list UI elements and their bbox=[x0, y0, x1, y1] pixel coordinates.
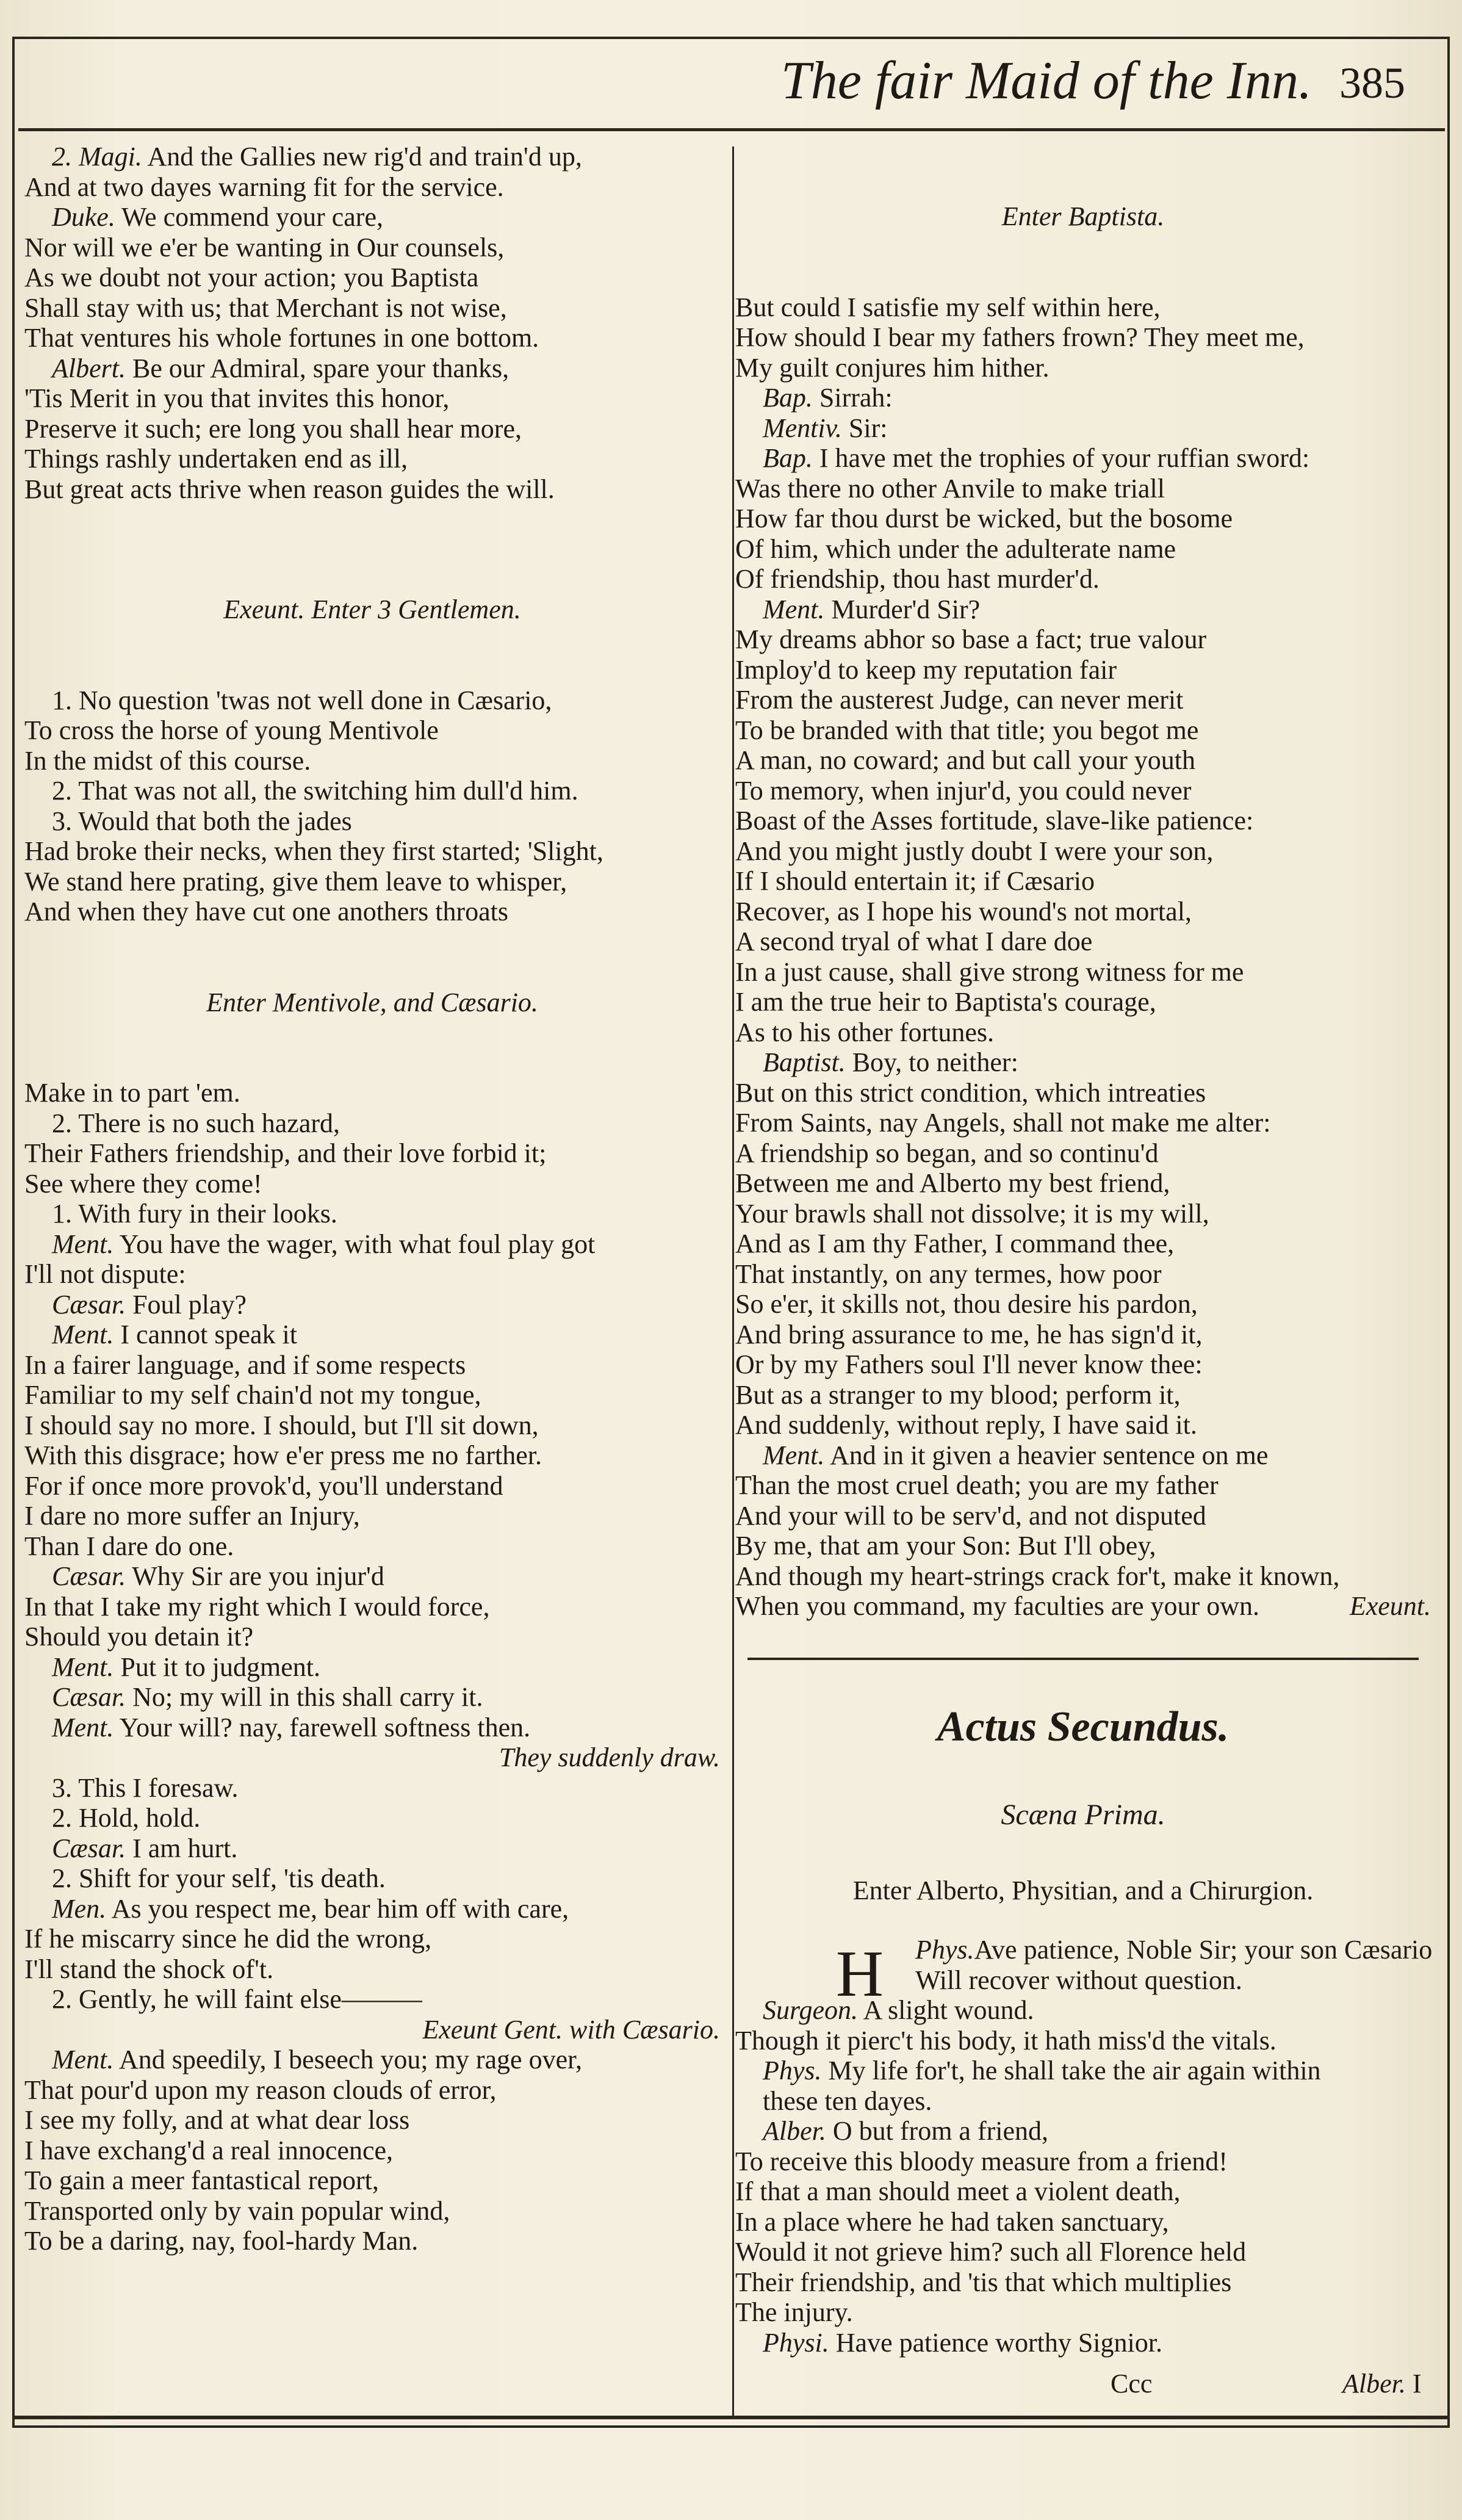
line-text: From the austerest Judge, can never merit bbox=[735, 685, 1184, 715]
verse-line bbox=[24, 1954, 720, 1985]
verse-line bbox=[24, 1501, 720, 1531]
line-gap bbox=[24, 504, 720, 594]
verse-line bbox=[735, 715, 1431, 746]
act-stage-direction: Enter Alberto, Physitian, and a Chirurgion. bbox=[852, 1876, 1314, 1905]
stage-direction: They suddenly draw. bbox=[499, 1742, 720, 1772]
line-text: In that I take my right which I would force, bbox=[24, 1591, 490, 1622]
line-text: Than the most cruel death; you are my father bbox=[735, 1470, 1219, 1500]
line-text: In a just cause, shall give strong witness for me bbox=[735, 956, 1244, 987]
line-text: 2. That was not all, the switching him dull'd him. bbox=[52, 776, 578, 806]
line-text: I have exchang'd a real innocence, bbox=[24, 2135, 394, 2165]
act-title: Actus Secundus. bbox=[937, 1703, 1230, 1750]
verse-line bbox=[24, 1622, 720, 1652]
verse-line bbox=[735, 926, 1431, 957]
speaker-label: Ment. bbox=[52, 1320, 114, 1349]
line-text: And in it given a heavier sentence on me bbox=[824, 1440, 1269, 1470]
verse-line bbox=[735, 1965, 1431, 1996]
verse-line bbox=[735, 474, 1431, 504]
line-text: 1. No question 'twas not well done in Cæsario, bbox=[52, 685, 552, 715]
line-text: That ventures his whole fortunes in one bottom. bbox=[24, 323, 539, 353]
line-text: 2. There is no such hazard, bbox=[52, 1108, 340, 1138]
verse-line bbox=[24, 2196, 720, 2226]
line-text: Nor will we e'er be wanting in Our counsels, bbox=[24, 232, 505, 262]
line-text: If I should entertain it; if Cæsario bbox=[735, 866, 1095, 896]
line-text: To memory, when injur'd, you could never bbox=[735, 775, 1192, 806]
speaker-label: Mentiv. bbox=[763, 413, 842, 443]
verse-line bbox=[24, 172, 720, 203]
verse-line bbox=[735, 2207, 1431, 2237]
line-text: By me, that am your Son: But I'll obey, bbox=[735, 1531, 1156, 1561]
verse-line bbox=[735, 594, 1431, 625]
line-text: I am the true heir to Baptista's courage, bbox=[735, 987, 1156, 1017]
verse-line bbox=[24, 1561, 720, 1592]
line-text: My dreams abhor so base a fact; true valour bbox=[735, 624, 1207, 654]
verse-line bbox=[735, 685, 1431, 715]
verse-line bbox=[24, 1259, 720, 1290]
verse-line bbox=[735, 2056, 1431, 2086]
verse-line bbox=[735, 806, 1431, 836]
verse-line bbox=[24, 776, 720, 806]
verse-line bbox=[735, 1501, 1431, 1531]
verse-line bbox=[735, 2297, 1431, 2328]
verse-line bbox=[24, 444, 720, 474]
speaker-label: Cæsar. bbox=[52, 1833, 126, 1863]
speaker-label: Phys. bbox=[763, 2056, 822, 2085]
verse-line bbox=[24, 1078, 720, 1108]
verse-line bbox=[735, 2146, 1431, 2177]
line-text: I see my folly, and at what dear loss bbox=[24, 2105, 410, 2135]
stage-direction: Exeunt Gent. with Cæsario. bbox=[422, 2014, 720, 2045]
line-text: Was there no other Anvile to make triall bbox=[735, 473, 1165, 504]
speaker-label: Albert. bbox=[52, 353, 126, 383]
verse-line bbox=[24, 836, 720, 867]
line-text: In a place where he had taken sanctuary, bbox=[735, 2206, 1169, 2237]
speaker-label: Ment. bbox=[763, 1440, 825, 1470]
line-text: Between me and Alberto my best friend, bbox=[735, 1168, 1170, 1198]
line-text: We commend your care, bbox=[115, 202, 383, 232]
page-number: 385 bbox=[1339, 59, 1405, 107]
line-text: I cannot speak it bbox=[113, 1320, 297, 1349]
verse-line bbox=[735, 1561, 1431, 1592]
line-text: A man, no coward; and but call your youth bbox=[735, 745, 1195, 775]
line-text: But on this strict condition, which intreaties bbox=[735, 1077, 1206, 1108]
verse-line bbox=[24, 1863, 720, 1894]
speaker-label: Bap. bbox=[763, 383, 813, 413]
line-text: A friendship so began, and so continu'd bbox=[735, 1138, 1159, 1168]
verse-line bbox=[24, 1108, 720, 1139]
line-gap bbox=[735, 232, 1431, 292]
line-text: How should I bear my fathers frown? They meet me, bbox=[735, 322, 1305, 352]
verse-line bbox=[735, 745, 1431, 776]
verse-line bbox=[24, 323, 720, 353]
verse-line bbox=[24, 1138, 720, 1169]
line-text: And as I am thy Father, I command thee, bbox=[735, 1229, 1175, 1258]
verse-line bbox=[24, 1169, 720, 1199]
verse-line bbox=[735, 1380, 1431, 1410]
act-divider-rule bbox=[747, 1658, 1419, 1660]
speaker-label: Bap. bbox=[763, 443, 813, 473]
line-text: In the midst of this course. bbox=[24, 745, 311, 776]
line-gap bbox=[24, 625, 720, 685]
line-text: As we doubt not your action; you Baptista bbox=[24, 262, 479, 292]
verse-line bbox=[24, 1652, 720, 1683]
verse-line bbox=[24, 1894, 720, 1924]
verse-line bbox=[735, 2026, 1431, 2056]
line-text: Foul play? bbox=[126, 1289, 247, 1320]
line-text: I have met the trophies of your ruffian sword: bbox=[812, 443, 1310, 473]
line-text: Why Sir are you injur'd bbox=[126, 1561, 384, 1591]
stage-direction: Enter Mentivole, and Cæsario. bbox=[206, 987, 538, 1017]
verse-line bbox=[735, 534, 1431, 565]
line-text: Have patience worthy Signior. bbox=[829, 2327, 1162, 2358]
speaker-label: Surgeon. bbox=[763, 1995, 859, 2025]
line-text: And when they have cut one anothers throats bbox=[24, 897, 508, 926]
verse-line bbox=[735, 564, 1431, 594]
line-text: I'll stand the shock of't. bbox=[24, 1954, 274, 1984]
line-text: In a fairer language, and if some respects bbox=[24, 1349, 466, 1380]
header-rule bbox=[18, 128, 1445, 131]
line-text: Recover, as I hope his wound's not mortal, bbox=[735, 896, 1192, 926]
verse-line bbox=[24, 474, 720, 505]
line-text: And speedily, I beseech you; my rage over, bbox=[113, 2045, 582, 2074]
verse-line bbox=[24, 1713, 720, 1743]
line-gap bbox=[24, 927, 720, 987]
speaker-label: Ment. bbox=[763, 594, 825, 624]
line-text: Shall stay with us; that Merchant is not wise, bbox=[24, 292, 507, 323]
line-text: Your will? nay, farewell softness then. bbox=[113, 1712, 531, 1742]
verse-line bbox=[735, 2328, 1431, 2358]
speaker-label: Alber. bbox=[763, 2116, 826, 2146]
verse-line bbox=[24, 1410, 720, 1441]
verse-line bbox=[735, 504, 1431, 534]
line-text: Had broke their necks, when they first started; 'Slight, bbox=[24, 836, 603, 866]
verse-line bbox=[735, 836, 1431, 867]
line-text: My life for't, he shall take the air again within bbox=[821, 2056, 1321, 2085]
verse-line bbox=[24, 715, 720, 746]
verse-line bbox=[735, 383, 1431, 413]
line-text: Would it not grieve him? such all Florence held bbox=[735, 2237, 1247, 2267]
line-text: Ave patience, Noble Sir; your son Cæsario bbox=[974, 1935, 1433, 1965]
verse-line bbox=[24, 202, 720, 233]
line-text: Be our Admiral, spare your thanks, bbox=[125, 353, 510, 383]
verse-line bbox=[735, 624, 1431, 655]
bottom-rule bbox=[12, 2416, 1450, 2419]
verse-line bbox=[735, 1935, 1431, 1965]
line-text: I should say no more. I should, but I'll sit down, bbox=[24, 1410, 539, 1440]
verse-line bbox=[735, 655, 1431, 685]
left-column bbox=[24, 142, 720, 2256]
line-text: With this disgrace; how e'er press me no farther. bbox=[24, 1440, 542, 1470]
verse-line bbox=[24, 897, 720, 927]
line-text: A slight wound. bbox=[858, 1995, 1034, 2025]
verse-line bbox=[24, 353, 720, 384]
speaker-label: 2. Magi. bbox=[52, 142, 142, 171]
verse-line bbox=[735, 1320, 1431, 1350]
line-text: And though my heart-strings crack for't, make it known, bbox=[735, 1561, 1340, 1591]
running-title: The fair Maid of the Inn. bbox=[780, 51, 1312, 110]
verse-line bbox=[735, 292, 1431, 323]
line-text: Sirrah: bbox=[812, 383, 893, 413]
line-text: To be a daring, nay, fool-hardy Man. bbox=[24, 2226, 419, 2256]
line-text: That pour'd upon my reason clouds of error, bbox=[24, 2074, 497, 2105]
verse-line bbox=[24, 1773, 720, 1803]
line-text: Your brawls shall not dissolve; it is my will, bbox=[735, 1198, 1209, 1229]
speaker-label: Ment. bbox=[52, 1229, 114, 1259]
line-text: To gain a meer fantastical report, bbox=[24, 2165, 379, 2195]
verse-line bbox=[735, 957, 1431, 987]
speaker-label: Physi. bbox=[763, 2327, 829, 2358]
scene-title: Scæna Prima. bbox=[1001, 1799, 1165, 1831]
verse-line bbox=[735, 1229, 1431, 1259]
verse-line bbox=[24, 1682, 720, 1713]
line-text: Their friendship, and 'tis that which multiplies bbox=[735, 2267, 1232, 2297]
line-text: I'll not dispute: bbox=[24, 1259, 186, 1289]
stage-direction: Exeunt. Enter 3 Gentlemen. bbox=[223, 594, 521, 624]
line-text: Sir: bbox=[841, 413, 888, 443]
line-text: these ten dayes. bbox=[763, 2085, 932, 2116]
verse-line bbox=[735, 1138, 1431, 1169]
line-text: To cross the horse of young Mentivole bbox=[24, 715, 439, 745]
line-text: Should you detain it? bbox=[24, 1622, 254, 1652]
line-text: So e'er, it skills not, thou desire his pardon, bbox=[735, 1289, 1198, 1319]
line-text: And you might justly doubt I were your son, bbox=[735, 836, 1214, 866]
verse-line bbox=[735, 1199, 1431, 1229]
signature-mark: Ccc bbox=[1111, 2369, 1153, 2399]
verse-line bbox=[24, 1440, 720, 1471]
drop-cap: H bbox=[836, 1938, 884, 2010]
line-text: But as a stranger to my blood; perform it, bbox=[735, 1379, 1181, 1410]
line-text: Their Fathers friendship, and their love forbid it; bbox=[24, 1138, 547, 1168]
verse-line bbox=[24, 1471, 720, 1501]
line-text: But great acts thrive when reason guides the will. bbox=[24, 474, 555, 504]
line-text: Imploy'd to keep my reputation fair bbox=[735, 654, 1117, 685]
line-text: That instantly, on any termes, how poor bbox=[735, 1258, 1162, 1289]
line-text: The injury. bbox=[735, 2297, 853, 2327]
verse-line bbox=[24, 1199, 720, 1229]
line-text: If he miscarry since he did the wrong, bbox=[24, 1924, 432, 1954]
verse-line bbox=[24, 1833, 720, 1864]
verse-line bbox=[24, 414, 720, 444]
exit-direction: Exeunt. bbox=[1349, 1591, 1431, 1621]
verse-line bbox=[24, 1803, 720, 1833]
speaker-label: Cæsar. bbox=[52, 1682, 126, 1712]
verse-line bbox=[24, 1592, 720, 1622]
verse-line bbox=[735, 353, 1431, 383]
line-text: How far thou durst be wicked, but the bosome bbox=[735, 504, 1233, 533]
verse-line bbox=[24, 1320, 720, 1350]
catchword-text: I bbox=[1412, 2369, 1422, 2399]
verse-line bbox=[24, 2105, 720, 2136]
verse-line bbox=[735, 2086, 1431, 2117]
verse-line bbox=[24, 1924, 720, 1954]
line-text: My guilt conjures him hither. bbox=[735, 352, 1050, 383]
verse-line bbox=[24, 262, 720, 293]
line-text: Transported only by vain popular wind, bbox=[24, 2195, 450, 2226]
line-text: 3. Would that both the jades bbox=[52, 806, 352, 836]
verse-line bbox=[24, 1380, 720, 1410]
speaker-label: Ment. bbox=[52, 2045, 114, 2074]
act-text-column bbox=[735, 1935, 1431, 2358]
line-text: Murder'd Sir? bbox=[824, 594, 981, 624]
line-text: Put it to judgment. bbox=[113, 1652, 320, 1682]
verse-line bbox=[24, 1290, 720, 1320]
line-text: 2. Shift for your self, 'tis death. bbox=[52, 1863, 386, 1893]
line-text: For if once more provok'd, you'll understand bbox=[24, 1470, 503, 1501]
speaker-label: Men. bbox=[52, 1893, 107, 1924]
verse-line bbox=[735, 1440, 1431, 1471]
line-text: Or by my Fathers soul I'll never know thee: bbox=[735, 1349, 1203, 1379]
verse-line bbox=[735, 1289, 1431, 1320]
verse-line bbox=[24, 1229, 720, 1260]
line-text: As to his other fortunes. bbox=[735, 1017, 995, 1047]
verse-line bbox=[735, 2176, 1431, 2207]
line-text: Of him, which under the adulterate name bbox=[735, 533, 1176, 564]
line-text: I dare no more suffer an Injury, bbox=[24, 1501, 360, 1531]
line-text: To be branded with that title; you begot me bbox=[735, 715, 1199, 745]
verse-line bbox=[735, 1995, 1431, 2026]
speaker-label: Cæsar. bbox=[52, 1289, 126, 1320]
line-text: Of friendship, thou hast murder'd. bbox=[735, 564, 1100, 594]
verse-line bbox=[24, 685, 720, 716]
stage-direction: Enter Baptista. bbox=[1001, 201, 1165, 231]
line-text: Make in to part 'em. bbox=[24, 1078, 240, 1108]
verse-line bbox=[735, 1470, 1431, 1501]
verse-line bbox=[735, 443, 1431, 474]
line-text: Boast of the Asses fortitude, slave-like patience: bbox=[735, 806, 1254, 836]
verse-line bbox=[735, 413, 1431, 444]
verse-line bbox=[735, 1591, 1431, 1622]
line-text: And the Gallies new rig'd and train'd up, bbox=[142, 142, 582, 171]
line-text: 2. Gently, he will faint else——— bbox=[52, 1984, 422, 2014]
speaker-label: Cæsar. bbox=[52, 1561, 126, 1591]
line-text: If that a man should meet a violent death, bbox=[735, 2176, 1181, 2206]
verse-line bbox=[735, 1410, 1431, 1440]
speaker-label: Baptist. bbox=[763, 1047, 846, 1077]
speaker-label: Duke. bbox=[52, 202, 115, 232]
line-text: As you respect me, bear him off with care, bbox=[106, 1893, 569, 1924]
line-text: And suddenly, without reply, I have said it. bbox=[735, 1410, 1197, 1440]
line-text: Things rashly undertaken end as ill, bbox=[24, 444, 408, 474]
verse-line bbox=[735, 2237, 1431, 2267]
line-text: 3. This I foresaw. bbox=[52, 1772, 239, 1803]
line-text: I am hurt. bbox=[126, 1833, 238, 1863]
verse-line bbox=[735, 866, 1431, 897]
line-text: And your will to be serv'd, and not disputed bbox=[735, 1500, 1206, 1531]
verse-line bbox=[735, 1108, 1431, 1138]
verse-line bbox=[735, 2116, 1431, 2146]
verse-line bbox=[24, 142, 720, 172]
speaker-label: Phys. bbox=[915, 1935, 974, 1965]
line-text: Preserve it such; ere long you shall hear more, bbox=[24, 413, 522, 444]
right-column bbox=[735, 201, 1431, 1622]
verse-line bbox=[24, 867, 720, 897]
verse-line bbox=[24, 806, 720, 837]
line-text: When you command, my faculties are your own. bbox=[735, 1591, 1259, 1621]
line-text: But could I satisfie my self within here, bbox=[735, 292, 1161, 322]
line-text: Than I dare do one. bbox=[24, 1531, 234, 1561]
verse-line bbox=[24, 1350, 720, 1381]
line-text: A second tryal of what I dare doe bbox=[735, 926, 1093, 956]
verse-line bbox=[24, 2226, 720, 2256]
line-text: To receive this bloody measure from a friend! bbox=[735, 2146, 1228, 2176]
verse-line bbox=[735, 1349, 1431, 1380]
verse-line bbox=[24, 233, 720, 263]
verse-line bbox=[24, 383, 720, 414]
verse-line bbox=[735, 1168, 1431, 1199]
column-divider bbox=[732, 146, 734, 2417]
line-gap bbox=[24, 1017, 720, 1078]
line-text: See where they come! bbox=[24, 1168, 262, 1199]
verse-line bbox=[24, 2075, 720, 2106]
verse-line bbox=[24, 2136, 720, 2166]
verse-line bbox=[24, 293, 720, 323]
verse-line bbox=[24, 1984, 720, 2015]
verse-line bbox=[735, 1078, 1431, 1108]
verse-line bbox=[24, 2045, 720, 2075]
line-text: You have the wager, with what foul play got bbox=[113, 1229, 596, 1259]
line-text: 'Tis Merit in you that invites this honor, bbox=[24, 383, 450, 413]
speaker-label: Ment. bbox=[52, 1652, 114, 1682]
verse-line bbox=[24, 746, 720, 776]
verse-line bbox=[24, 2165, 720, 2196]
verse-line bbox=[735, 776, 1431, 806]
catchword-speaker: Alber. bbox=[1342, 2369, 1406, 2399]
line-text: 1. With fury in their looks. bbox=[52, 1199, 337, 1229]
verse-line bbox=[735, 897, 1431, 927]
verse-line bbox=[735, 1017, 1431, 1048]
verse-line bbox=[735, 1047, 1431, 1078]
line-text: And at two dayes warning fit for the service. bbox=[24, 171, 504, 202]
line-text: 2. Hold, hold. bbox=[52, 1803, 201, 1833]
line-text: From Saints, nay Angels, shall not make me alter: bbox=[735, 1108, 1271, 1138]
line-text: And bring assurance to me, he has sign'd it, bbox=[735, 1319, 1203, 1349]
line-text: O but from a friend, bbox=[826, 2116, 1049, 2146]
line-text: We stand here prating, give them leave to whisper, bbox=[24, 866, 567, 897]
speaker-label: Ment. bbox=[52, 1712, 114, 1742]
verse-line bbox=[24, 1531, 720, 1562]
verse-line bbox=[735, 2267, 1431, 2298]
line-text: Though it pierc't his body, it hath miss'd the vitals. bbox=[735, 2025, 1277, 2056]
line-text: Familiar to my self chain'd not my tongue, bbox=[24, 1380, 481, 1410]
verse-line bbox=[735, 1531, 1431, 1561]
catchword bbox=[1342, 2368, 1422, 2399]
line-text: No; my will in this shall carry it. bbox=[126, 1682, 483, 1712]
verse-line bbox=[735, 987, 1431, 1017]
verse-line bbox=[735, 1259, 1431, 1290]
verse-line bbox=[735, 322, 1431, 353]
line-text: Boy, to neither: bbox=[845, 1047, 1018, 1077]
line-text: Will recover without question. bbox=[915, 1965, 1242, 1995]
